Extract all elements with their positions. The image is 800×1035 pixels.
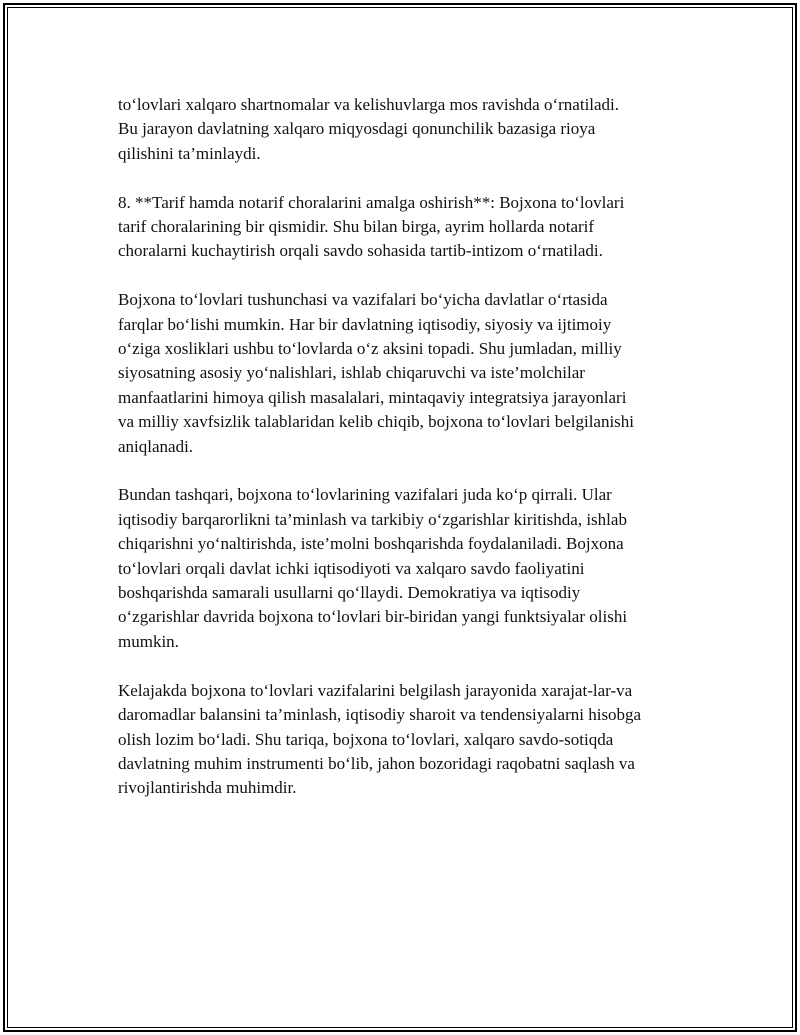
text-line: davlatning muhim instrumenti bo‘lib, jahon bozoridagi raqobatni saqlash va xyxy=(118,753,635,773)
paragraph-3 xyxy=(118,288,698,459)
paragraph-4 xyxy=(118,483,698,654)
paragraph-1 xyxy=(118,93,698,166)
text-line: tarif choralarining bir qismidir. Shu bilan birga, ayrim hollarda notarif xyxy=(118,217,595,237)
text-line: va milliy xavfsizlik talablaridan kelib chiqib, bojxona to‘lovlari belgilanishi xyxy=(118,412,635,432)
paragraph-5 xyxy=(118,679,698,801)
text-line: Bundan tashqari, bojxona to‘lovlarining vazifalari juda ko‘p qirrali. Ular xyxy=(118,485,612,505)
text-line: to‘lovlari orqali davlat ichki iqtisodiyoti va xalqaro savdo faoliyatini xyxy=(118,558,585,578)
text-line: to‘lovlari xalqaro shartnomalar va kelishuvlarga mos ravishda o‘rnatiladi. xyxy=(118,95,620,114)
document-body xyxy=(118,93,698,825)
paragraph-2 xyxy=(118,191,698,264)
text-line: o‘zgarishlar davrida bojxona to‘lovlari bir-biridan yangi funktsiyalar olishi xyxy=(118,607,628,627)
text-line: Bu jarayon davlatning xalqaro miqyosdagi qonunchilik bazasiga rioya xyxy=(118,119,596,139)
text-line: o‘ziga xosliklari ushbu to‘lovlarda o‘z aksini topadi. Shu jumladan, milliy xyxy=(118,339,622,359)
text-line: 8. **Tarif hamda notarif choralarini amalga oshirish**: Bojxona to‘lovlari xyxy=(118,192,625,212)
text-line: chiqarishni yo‘naltirishda, iste’molni boshqarishda foydalaniladi. Bojxona xyxy=(118,534,624,554)
text-line: rivojlantirishda muhimdir. xyxy=(118,778,297,798)
text-line: Bojxona to‘lovlari tushunchasi va vazifalari bo‘yicha davlatlar o‘rtasida xyxy=(118,290,608,310)
text-line: Kelajakda bojxona to‘lovlari vazifalarini belgilash jarayonida xarajat-lar-va xyxy=(118,680,633,700)
text-line: farqlar bo‘lishi mumkin. Har bir davlatning iqtisodiy, siyosiy va ijtimoiy xyxy=(118,314,612,334)
text-line: mumkin. xyxy=(118,631,179,651)
text-line: boshqarishda samarali usullarni qo‘llaydi. Demokratiya va iqtisodiy xyxy=(118,583,581,603)
text-line: olish lozim bo‘ladi. Shu tariqa, bojxona to‘lovlari, xalqaro savdo-sotiqda xyxy=(118,729,614,749)
text-line: daromadlar balansini ta’minlash, iqtisodiy sharoit va tendensiyalarni hisobga xyxy=(118,705,642,725)
text-line: iqtisodiy barqarorlikni ta’minlash va tarkibiy o‘zgarishlar kiritishda, ishlab xyxy=(118,509,627,529)
text-line: manfaatlarini himoya qilish masalalari, mintaqaviy integratsiya jarayonlari xyxy=(118,387,627,407)
text-line: qilishini ta’minlaydi. xyxy=(118,143,261,163)
text-line: choralarni kuchaytirish orqali savdo sohasida tartib-intizom o‘rnatiladi. xyxy=(118,241,603,261)
text-line: siyosatning asosiy yo‘nalishlari, ishlab chiqaruvchi va iste’molchilar xyxy=(118,363,585,383)
text-line: aniqlanadi. xyxy=(118,436,194,456)
